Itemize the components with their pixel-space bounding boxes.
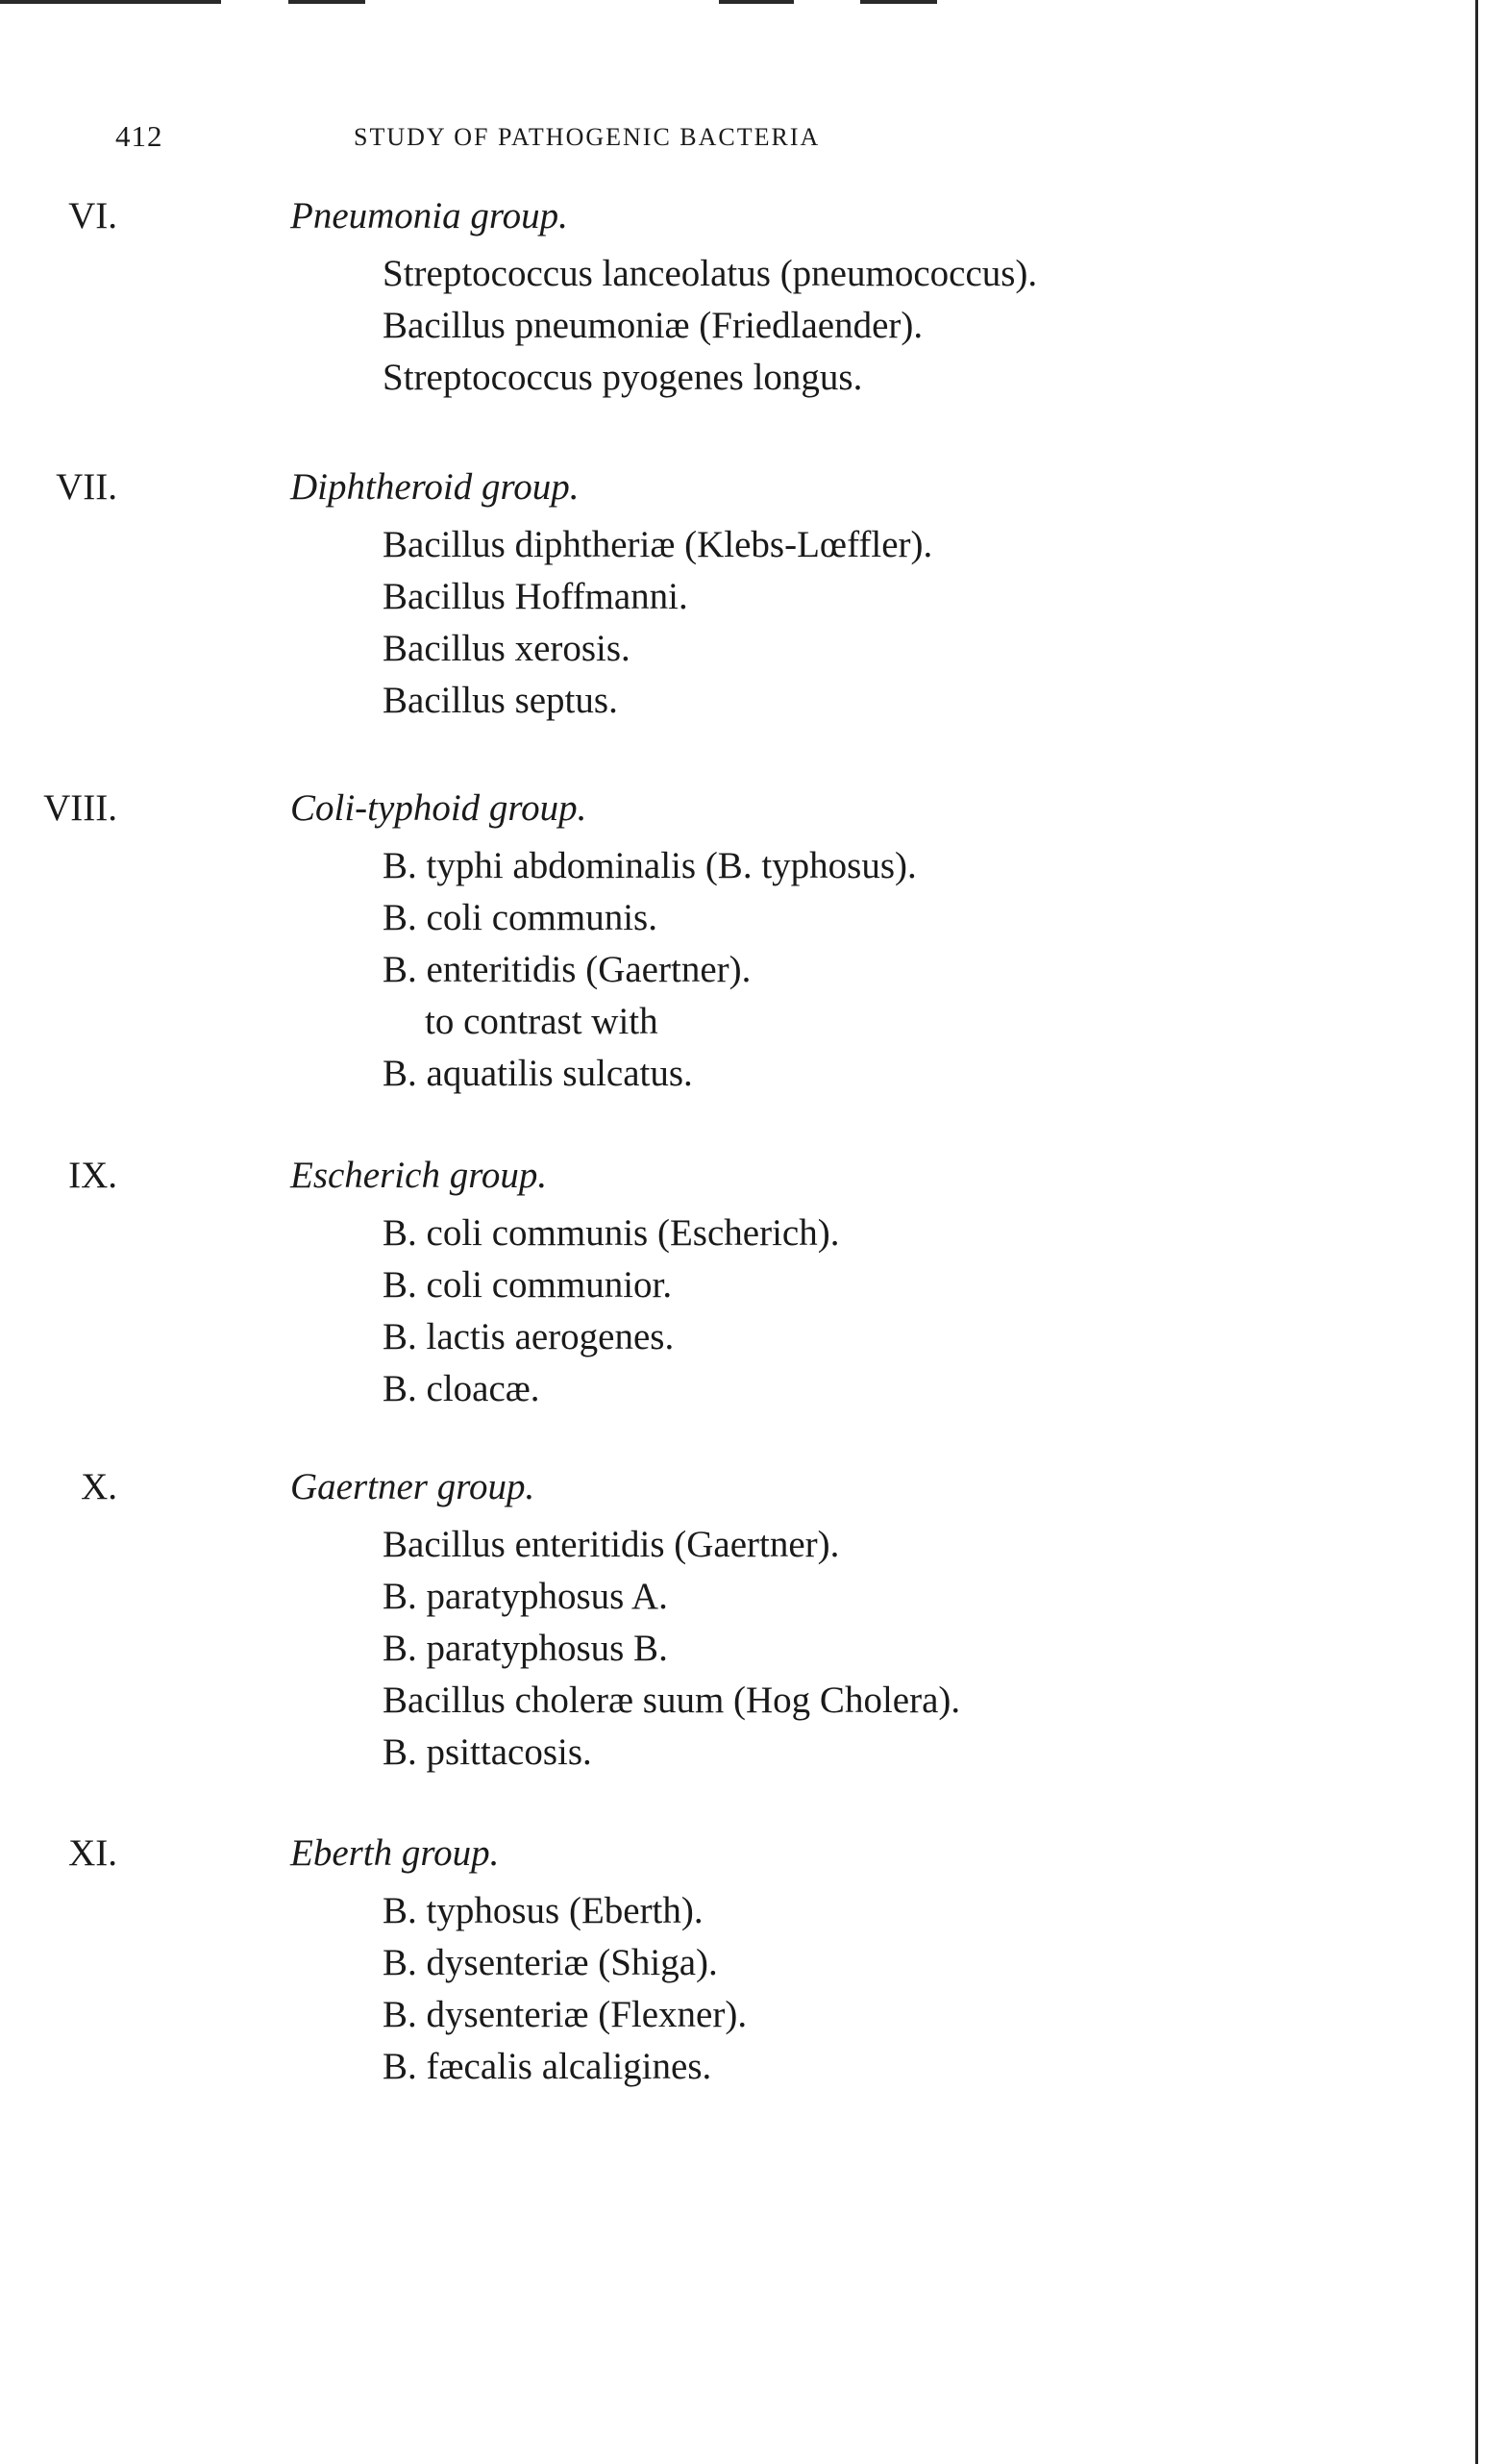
list-item: B. typhi abdominalis (B. typhosus). (383, 845, 917, 886)
group-members (0, 840, 1346, 1100)
list-item: B. aquatilis sulcatus. (383, 1053, 693, 1094)
list-item: Bacillus xerosis. (383, 628, 630, 669)
list-item: Streptococcus pyogenes longus. (383, 357, 863, 398)
group-name: Gaertner group. (290, 1466, 535, 1507)
group-name: Diphtheroid group. (290, 466, 580, 508)
group-header (0, 786, 1346, 840)
list-item: B. coli communis (Escherich). (383, 1212, 840, 1254)
group-members (0, 248, 1346, 404)
list-item: B. coli communior. (383, 1264, 673, 1306)
page-number: 412 (115, 119, 163, 153)
scan-edge-top (0, 0, 221, 4)
running-title: STUDY OF PATHOGENIC BACTERIA (354, 123, 821, 151)
group-members (0, 519, 1346, 727)
list-item: to contrast with (425, 1001, 658, 1042)
group-members (0, 1519, 1346, 1779)
list-item: Bacillus septus. (383, 680, 618, 721)
list-item: B. psittacosis. (383, 1731, 592, 1773)
scan-edge-top (719, 0, 794, 4)
bacteria-group (0, 194, 1346, 404)
group-numeral: X. (81, 1466, 117, 1507)
list-item: Streptococcus lanceolatus (pneumococcus). (383, 253, 1038, 294)
bacteria-group (0, 465, 1346, 727)
list-item: B. paratyphosus B. (383, 1628, 668, 1669)
list-item: Bacillus choleræ suum (Hog Cholera). (383, 1680, 961, 1721)
group-numeral: VI. (68, 195, 117, 236)
bacteria-group (0, 1465, 1346, 1779)
list-item: B. coli communis. (383, 897, 657, 938)
group-members (0, 1885, 1346, 2093)
page-header (115, 119, 980, 158)
group-header (0, 1154, 1346, 1207)
list-item: B. lactis aerogenes. (383, 1316, 675, 1357)
list-item: B. dysenteriæ (Shiga). (383, 1942, 718, 1983)
list-item: B. dysenteriæ (Flexner). (383, 1994, 748, 2035)
list-item: Bacillus Hoffmanni. (383, 576, 688, 617)
scan-edge-right (1475, 0, 1478, 2464)
list-item: B. fæcalis alcaligines. (383, 2046, 712, 2087)
group-numeral: IX. (68, 1155, 117, 1196)
list-item: B. enteritidis (Gaertner). (383, 949, 752, 990)
list-item: B. typhosus (Eberth). (383, 1890, 704, 1931)
bacteria-group (0, 1831, 1346, 2093)
bacteria-group (0, 786, 1346, 1100)
group-header (0, 194, 1346, 248)
group-name: Pneumonia group. (290, 195, 568, 236)
group-header (0, 1465, 1346, 1519)
bacteria-group (0, 1154, 1346, 1415)
scan-edge-top (860, 0, 937, 4)
list-item: Bacillus pneumoniæ (Friedlaender). (383, 305, 924, 346)
group-numeral: XI. (68, 1832, 117, 1874)
group-name: Eberth group. (290, 1832, 500, 1874)
scan-edge-top (288, 0, 365, 4)
group-members (0, 1207, 1346, 1415)
group-name: Coli-typhoid group. (290, 787, 587, 829)
group-header (0, 1831, 1346, 1885)
list-item: Bacillus enteritidis (Gaertner). (383, 1524, 840, 1565)
list-item: Bacillus diphtheriæ (Klebs-Lœffler). (383, 524, 933, 565)
group-numeral: VIII. (43, 787, 117, 829)
list-item: B. cloacæ. (383, 1368, 540, 1409)
list-item: B. paratyphosus A. (383, 1576, 668, 1617)
group-numeral: VII. (56, 466, 117, 508)
group-name: Escherich group. (290, 1155, 548, 1196)
group-header (0, 465, 1346, 519)
